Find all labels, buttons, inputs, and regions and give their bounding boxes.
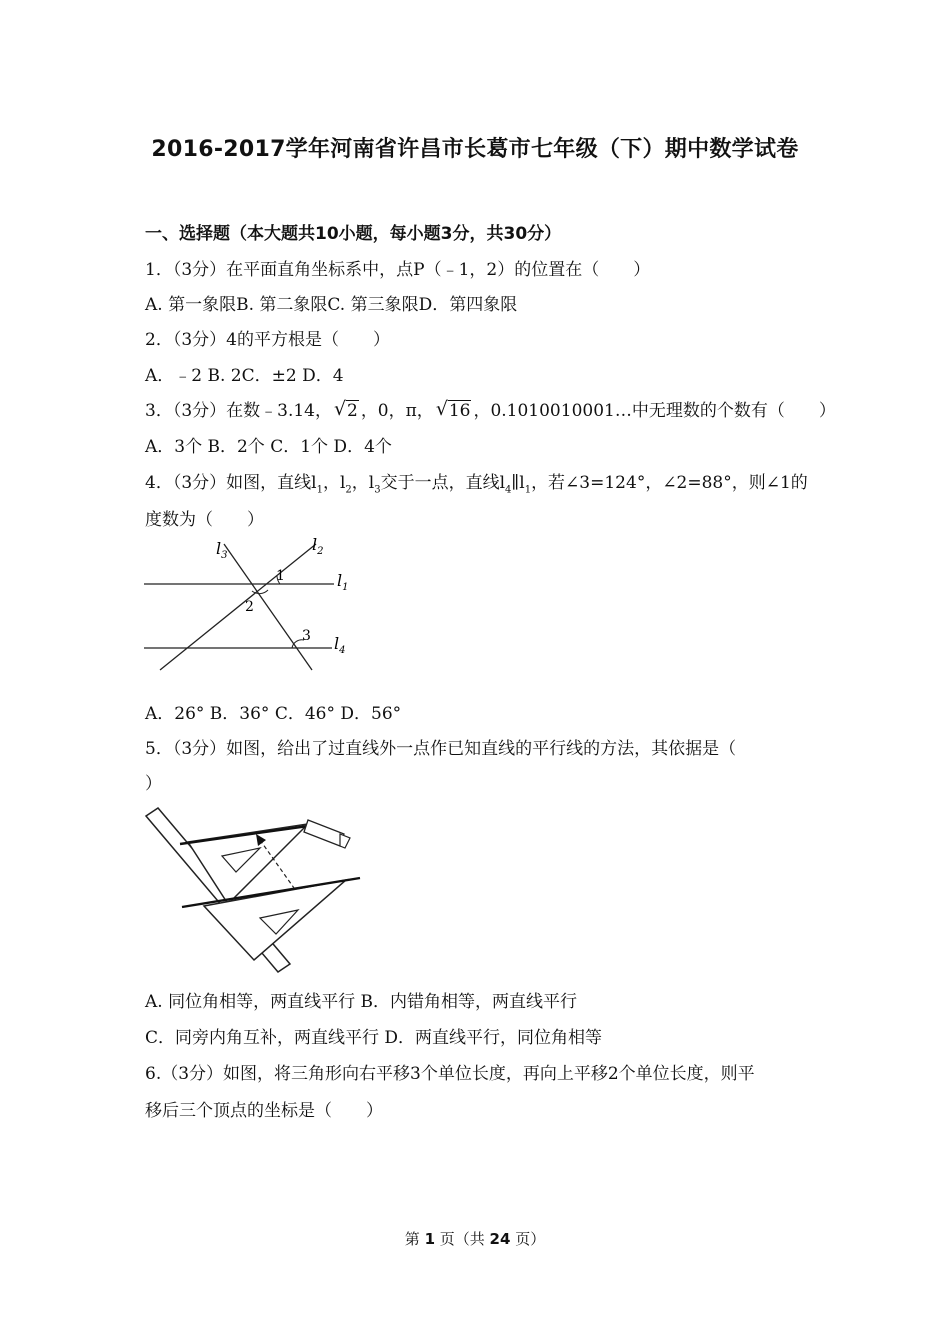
label-l3: $l_3$ [216,539,228,561]
page-footer: 第 1 页（共 24 页） [404,1230,546,1248]
q6-stem-line2: 移后三个顶点的坐标是（ ） [145,1101,383,1121]
q2-options: A．﹣2 B. 2C．±2 D．4 [145,366,344,386]
q1-stem: 1．（3分）在平面直角坐标系中，点P（﹣1，2）的位置在（ ） [145,260,651,280]
q5-options-cd: C．同旁内角互补，两直线平行 D．两直线平行，同位角相等 [145,1028,603,1048]
q3-stem-b: ，0，π， [360,401,434,421]
q5-stem-line2: ） [145,774,162,794]
page-title: 2016-2017学年河南省许昌市长葛市七年级（下）期中数学试卷 [151,137,799,162]
q6-stem: 6.（3分）如图，将三角形向右平移3个单位长度，再向上平移2个单位长度，则平 [145,1064,755,1084]
angle2-label: 2 [245,599,254,615]
q3-stem-c: ，0.1010010001…中无理数的个数有（ ） [473,401,836,421]
line-l2 [160,544,316,670]
label-l2: $l_2$ [312,536,324,557]
q5-set-square-figure [140,804,370,974]
section-heading: 一、选择题（本大题共10小题，每小题3分，共30分） [145,224,562,244]
pencil-icon [304,820,344,846]
angle1-label: 1 [276,568,285,584]
pencil-tip-icon [340,834,350,848]
q4-stem-line2: 度数为（ ） [145,510,264,530]
q4-options: A．26° B．36° C．46° D．56° [145,704,402,724]
q1-options: A. 第一象限B. 第二象限C. 第三象限D．第四象限 [145,295,518,315]
q4-lines-figure [140,536,370,676]
q4-stem: 4．（3分）如图，直线$l_1$，$l_2$，$l_3$交于一点，直线$l_4\parallel l_1$，若∠3=124°，∠2=88°，则∠1的 [145,473,808,496]
sqrt-2: √ 2 [333,398,358,421]
current-page-number: 1 [424,1230,435,1248]
q5-stem: 5．（3分）如图，给出了过直线外一点作已知直线的平行线的方法，其依据是（ [145,739,737,759]
angle3-label: 3 [302,628,311,644]
angle2-arc [252,590,268,594]
total-page-count: 24 [489,1230,511,1248]
label-l4: $l_4$ [334,634,346,656]
q3-options: A．3个 B．2个 C．1个 D．4个 [145,437,392,457]
sqrt-16: √ 16 [435,398,471,421]
q5-options-ab: A. 同位角相等，两直线平行 B．内错角相等，两直线平行 [145,992,577,1012]
q3-stem-a: 3．（3分）在数﹣3.14， [145,401,332,421]
q2-stem: 2．（3分）4的平方根是（ ） [145,330,390,350]
q3-stem [145,398,836,423]
label-l1: $l_1$ [337,571,349,593]
